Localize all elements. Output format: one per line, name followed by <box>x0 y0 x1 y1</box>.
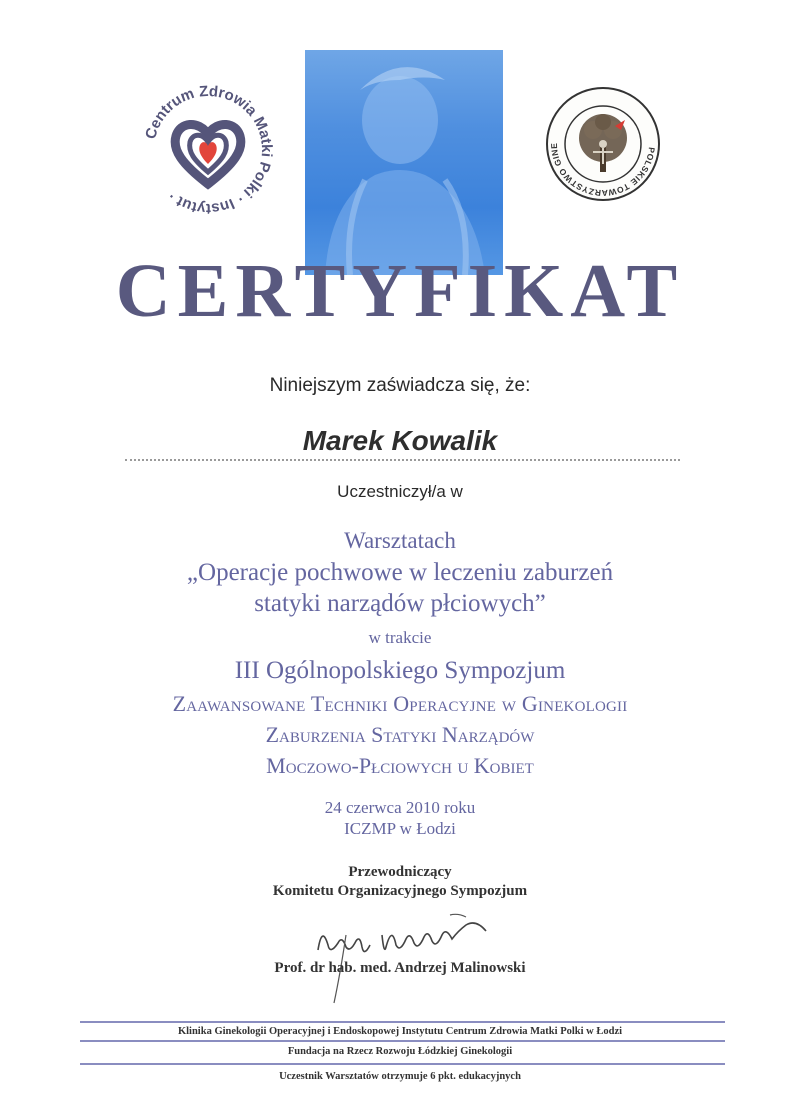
footer-clinic: Klinika Ginekologii Operacyjnej i Endoskopowej Instytutu Centrum Zdrowia Matki Polki w Łodzi <box>177 1026 623 1037</box>
statue-photo <box>305 50 503 275</box>
workshop-title-line2: statyki narządów płciowych” <box>254 590 546 617</box>
participated-text: Uczestniczył/a w <box>337 482 463 501</box>
signer-name: Prof. dr hab. med. Andrzej Malinowski <box>274 960 526 976</box>
chair-title-line1: Przewodniczący <box>348 864 452 880</box>
footer-rule <box>80 1063 725 1065</box>
footer-points-note: Uczestnik Warsztatów otrzymuje 6 pkt. edukacyjnych <box>279 1071 521 1082</box>
certificate-title: CERTYFIKAT <box>115 249 685 333</box>
symposium-theme-line2: Zaburzenia Statyki Narządów <box>265 722 535 747</box>
event-venue: ICZMP w Łodzi <box>344 819 456 838</box>
workshop-title-line1: „Operacje pochwowe w leczeniu zaburzeń <box>186 559 614 586</box>
recipient-name: Marek Kowalik <box>302 425 498 456</box>
footer-rule <box>80 1040 725 1042</box>
czmp-logo <box>142 84 274 216</box>
workshop-label: Warsztatach <box>344 528 456 553</box>
handwritten-signature <box>300 895 500 1005</box>
event-date: 24 czerwca 2010 roku <box>324 798 476 817</box>
czmp-logo-text: Centrum Zdrowia Matki Polki · Instytut · <box>142 84 274 216</box>
footer-foundation: Fundacja na Rzecz Rozwoju Łódzkiej Ginekologii <box>287 1046 513 1057</box>
symposium-name: III Ogólnopolskiego Sympozjum <box>234 657 566 684</box>
symposium-theme-line3: Moczowo-Płciowych u Kobiet <box>266 753 534 778</box>
during-text: w trakcie <box>368 628 432 647</box>
intro-text: Niniejszym zaświadcza się, że: <box>269 375 531 396</box>
statue-figure <box>305 50 503 275</box>
footer-rule <box>80 1021 725 1023</box>
name-dotted-line <box>125 459 680 461</box>
symposium-theme-line1: Zaawansowane Techniki Operacyjne w Ginekologii <box>172 691 628 716</box>
chair-title-line2: Komitetu Organizacyjnego Sympozjum <box>272 883 528 899</box>
ptg-logo-text: POLSKIE TOWARZYSTWO GINE <box>548 142 657 199</box>
ptg-logo <box>545 86 661 202</box>
